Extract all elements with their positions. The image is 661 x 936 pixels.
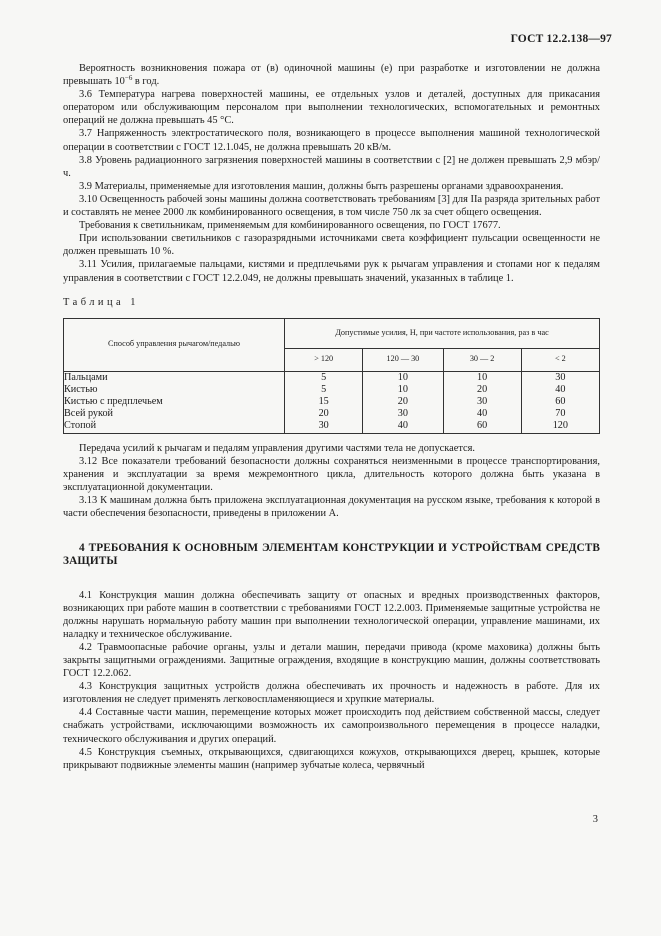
- middle-paragraphs: [63, 442, 600, 521]
- table-value: 30: [555, 371, 566, 383]
- table-values-col-1: [285, 371, 363, 433]
- table-value: 40: [397, 420, 408, 432]
- document-header: ГОСТ 12.2.138—97: [510, 33, 612, 45]
- table-value: 60: [477, 420, 488, 432]
- table-method: Кистью с предплечьем: [64, 395, 163, 407]
- paragraph-3-8: 3.8 Уровень радиационного загрязнения поверхностей машины в соответствии с [2] не должен превышать 2,9 мбэр/ч.: [63, 154, 600, 179]
- table-value: 60: [555, 395, 566, 407]
- paragraph-luminaires: Требования к светильникам, применяемым для комбинированного освещения, по ГОСТ 17677.: [79, 220, 501, 232]
- table-values-col-3: [443, 371, 521, 433]
- table-body-row: [64, 371, 600, 433]
- paragraph-3-9: 3.9 Материалы, применяемые для изготовления машин, должны быть разрешены органами здравоохранения.: [79, 180, 564, 192]
- paragraph-3-10: 3.10 Освещенность рабочей зоны машины должна соответствовать требованиям [3] для IIа разряда зрительных работ и составлять не менее 2000 лк комбинированного освещения, в том числе 750 лк за счет общего освещения.: [63, 193, 600, 219]
- table-col-header: < 2: [521, 348, 599, 371]
- table-value: 70: [555, 408, 566, 420]
- table-value: 30: [318, 420, 329, 432]
- table-method: Стопой: [64, 420, 97, 432]
- top-paragraphs: [63, 62, 600, 285]
- paragraph-3-6: 3.6 Температура нагрева поверхностей машины, ее отдельных узлов и деталей, доступных для прикасания оператором или обслуживающим персоналом при выполнении технологических, вспомогательных и ремонтных операций не должна превышать 45 °С.: [63, 89, 600, 127]
- paragraph-4-5: 4.5 Конструкция съемных, открывающихся, сдвигающихся кожухов, открывающихся дверец, крышек, которые прикрывают подвижные элементы машин (например зубчатые колеса, червячный: [63, 746, 600, 771]
- paragraph-4-2: 4.2 Травмоопасные рабочие органы, узлы и детали машин, передачи привода (кроме маховика) должны быть закрыты защитными ограждениями. Защитные ограждения, входящие в конструкцию машин, должны соответствовать ГОСТ 12.2.062.: [63, 641, 600, 680]
- table-method: Всей рукой: [64, 408, 113, 420]
- table-values-col-2: [363, 371, 443, 433]
- table-value: 30: [397, 408, 408, 420]
- paragraph-3-12: 3.12 Все показатели требований безопасности должны сохраняться неизменными в процессе транспортирования, хранения и эксплуатации за время межремонтного цикла, длительность которого должна быть указана в эксплуатационной документации.: [63, 455, 600, 493]
- paragraph-4-4: 4.4 Составные части машин, перемещение которых может происходить под действием собственной массы, следует снабжать устройствами, исключающими возможность их самопроизвольного перемещения в процессе наладки, технического обслуживания и других операций.: [63, 707, 600, 745]
- paragraph-3-13: 3.13 К машинам должна быть приложена эксплуатационная документация на русском языке, требования к которой в части обеспечения безопасности, приведены в приложении А.: [63, 494, 600, 519]
- table-values-col-4: [521, 371, 599, 433]
- table-header-group: Допустимые усилия, Н, при частоте использования, раз в час: [285, 318, 600, 348]
- table-value: 20: [318, 408, 329, 420]
- table-value: 20: [397, 395, 408, 407]
- table-value: 10: [397, 371, 408, 383]
- table-value: 10: [477, 371, 488, 383]
- table-value: 10: [397, 383, 408, 395]
- table-value: 5: [321, 371, 327, 383]
- paragraph-4-1: 4.1 Конструкция машин должна обеспечивать защиту от опасных и вредных производственных факторов, возникающих при работе машин в соответствии с требованиями ГОСТ 12.2.003. Применяемые защитные устройства не должны нарушать нормальную работу машин при выполнении технологической операции, управление машинами, их наладку и техническое обслуживание.: [63, 589, 600, 640]
- table-value: 40: [555, 383, 566, 395]
- forces-table: [63, 318, 600, 434]
- section-heading: 4 ТРЕБОВАНИЯ К ОСНОВНЫМ ЭЛЕМЕНТАМ КОНСТРУКЦИИ И УСТРОЙСТВАМ СРЕДСТВ ЗАЩИТЫ: [63, 542, 600, 568]
- table-method: Пальцами: [64, 371, 108, 383]
- table-col-header: 30 — 2: [443, 348, 521, 371]
- table-value: 15: [318, 395, 329, 407]
- table-caption: Таблица 1: [63, 296, 139, 308]
- table-value: 20: [477, 383, 488, 395]
- paragraph-3-7: 3.7 Напряженность электростатического поля, возникающего в процессе выполнения машиной технологической операции в соответствии с ГОСТ 12.1.045, не должна превышать 20 кВ/м.: [63, 128, 600, 153]
- table-value: 5: [321, 383, 327, 395]
- table-col-header: > 120: [285, 348, 363, 371]
- table-methods-cell: [64, 371, 285, 433]
- paragraph-force-transfer: Передача усилий к рычагам и педалям управления другими частями тела не допускается.: [79, 442, 476, 454]
- table-method: Кистью: [64, 383, 98, 395]
- document-body: [63, 62, 600, 772]
- paragraph-fire-probability: Вероятность возникновения пожара от (в) одиночной машины (е) при разработке и изготовлении не должна превышать $10^{-6}$ в год.: [63, 63, 600, 88]
- table-value: 120: [552, 420, 568, 432]
- paragraph-4-3: 4.3 Конструкция защитных устройств должна обеспечивать их прочность и надежность в работе. Для их изготовления не следует применять легковоспламеняющиеся и хрупкие материалы.: [63, 681, 600, 706]
- paragraph-3-11: 3.11 Усилия, прилагаемые пальцами, кистями и предплечьями рук к рычагам управления и стопами ног к педалям управления в соответствии с ГОСТ 12.2.049, не должны превышать значений, указанных в таблице 1.: [63, 259, 600, 284]
- table-col-header: 120 — 30: [363, 348, 443, 371]
- table-value: 40: [477, 408, 488, 420]
- page-number: 3: [592, 814, 598, 825]
- bottom-paragraphs: [63, 589, 600, 772]
- table-value: 30: [477, 395, 488, 407]
- paragraph-pulsation: При использовании светильников с газоразрядными источниками света коэффициент пульсации освещенности не должен превышать 10 %.: [63, 233, 600, 258]
- table-header-method: Способ управления рычагом/педалью: [64, 318, 285, 371]
